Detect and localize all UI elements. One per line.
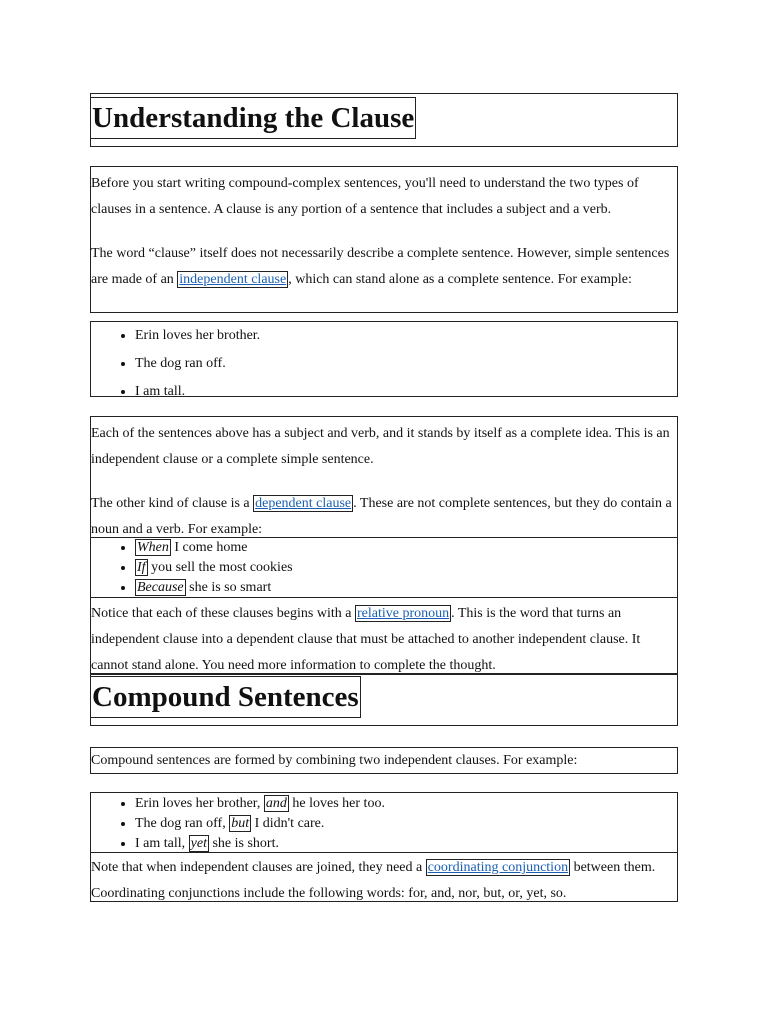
section-heading-box [90,93,678,147]
relative-pronoun-link[interactable]: relative pronoun [356,606,450,621]
section-title: Understanding the Clause [90,97,416,139]
intro-block [90,166,678,313]
note-paragraph [91,855,677,907]
intro-paragraph-2 [91,241,677,293]
dependent-example-list-box [90,537,678,598]
text-span: . These are not complete sentences, but they do contain a noun and a verb. For example: [91,496,672,537]
section-heading-box-2 [90,673,678,726]
list-item [135,558,677,578]
coordinating-conjunction-link[interactable]: coordinating conjunction [427,860,569,875]
compound-intro-block [90,747,678,774]
text-span: . This is the word that turns an independent clause into a dependent clause that must be attached to another independent clause. It cannot stand alone. You need more information to complete the thought. [91,606,641,673]
notice-block [90,597,678,675]
text-span: he loves her too. [288,796,385,811]
notice-paragraph [91,601,677,679]
compound-example-list-box [90,792,678,853]
text-span: between them. Coordinating conjunctions include the following words: for, and, nor, but, or, yet, so. [91,860,656,901]
explanation-block [90,416,678,538]
text-span: I didn't care. [251,816,325,831]
text-span: Erin loves her brother, [135,796,264,811]
text-span: she is so smart [185,580,272,595]
independent-example-list-box [90,321,678,397]
conjunction: and [265,796,287,811]
independent-clause-link[interactable]: independent clause [179,272,287,287]
independent-example-list [91,322,677,406]
list-item [135,814,677,834]
text-span: The other kind of clause is a [91,496,254,511]
list-item: • I am tall. [135,378,677,406]
conjunction: yet [190,836,207,851]
relative-pronoun: When [137,540,169,555]
conjunction: but [231,816,250,831]
list-item: • Erin loves her brother. [135,322,677,350]
dependent-example-list [91,538,677,598]
intro-paragraph: Before you start writing compound-complex sentences, you'll need to understand the two types of clauses in a sentence. A clause is any portion of a sentence that includes a subject and a verb. [91,176,639,217]
dependent-clause-link[interactable]: dependent clause [255,496,352,511]
text-span: The word “clause” itself does not necessarily describe a complete sentence. However, simple sentences are made of an [91,246,670,287]
text-span: , which can stand alone as a complete sentence. For example: [288,272,632,287]
text-span: The dog ran off, [135,816,230,831]
list-item [135,578,677,598]
compound-example-list [91,794,677,854]
section-title-2: Compound Sentences [90,676,361,718]
text-span: I am tall, [135,836,189,851]
text-span: you sell the most cookies [147,560,293,575]
note-block [90,852,678,902]
list-item: • The dog ran off. [135,350,677,378]
relative-pronoun: If [137,560,146,575]
text-span: Note that when independent clauses are joined, they need a [91,860,426,875]
explanation-paragraph-2 [91,491,677,543]
text-span: she is short. [208,836,279,851]
compound-intro-paragraph: Compound sentences are formed by combining two independent clauses. For example: [91,753,578,768]
list-item [135,794,677,814]
text-span: I come home [170,540,248,555]
explanation-paragraph: Each of the sentences above has a subject and verb, and it stands by itself as a complete idea. This is an independent clause or a complete simple sentence. [91,426,670,467]
list-item [135,538,677,558]
relative-pronoun: Because [137,580,184,595]
list-item [135,834,677,854]
text-span: Notice that each of these clauses begins with a [91,606,355,621]
